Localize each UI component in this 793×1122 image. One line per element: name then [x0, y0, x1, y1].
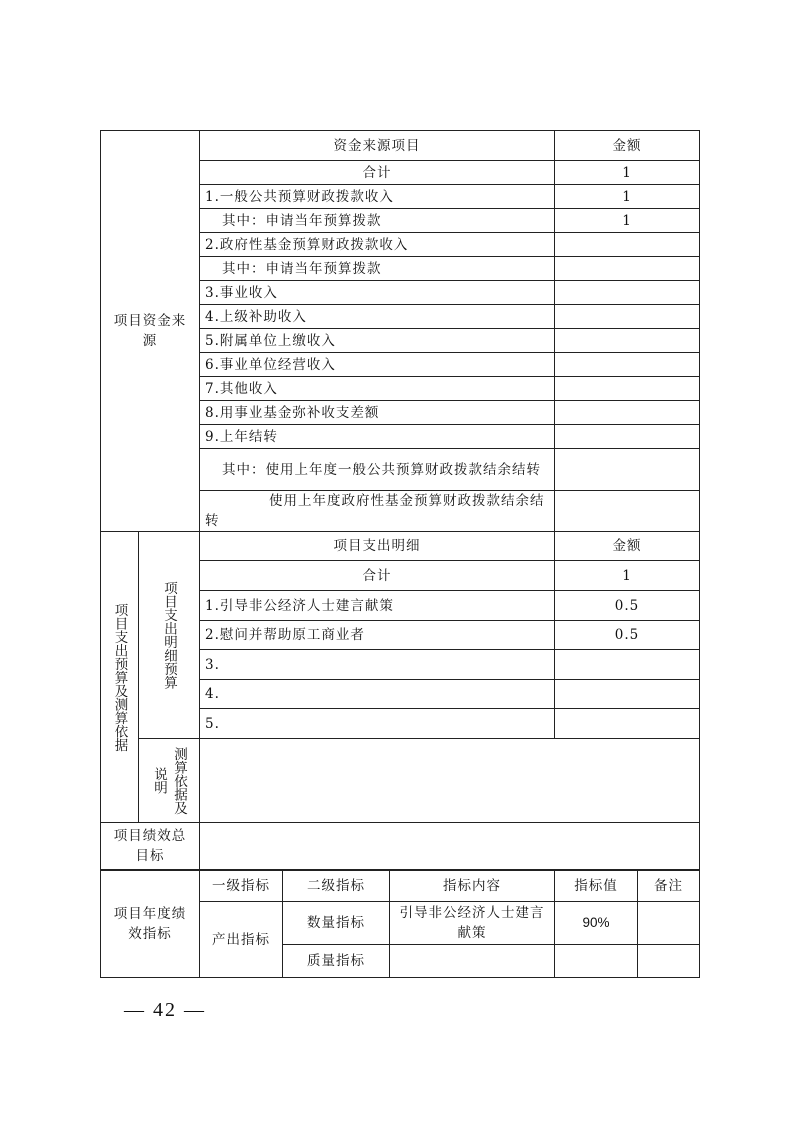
funding-row-label: 合计: [200, 161, 555, 185]
expenditure-detail-text: 项目支出明细预算: [161, 581, 177, 689]
indicators-label: 项目年度绩效指标: [101, 871, 200, 978]
expenditure-row-label: 2.慰问并帮助原工商业者: [200, 621, 555, 650]
funding-row-amount: [555, 491, 700, 532]
funding-row-label: 9.上年结转: [200, 425, 555, 449]
expenditure-table: [100, 531, 700, 823]
funding-row-amount: [555, 377, 700, 401]
expenditure-row-amount: [555, 709, 700, 739]
funding-row-amount: 1: [555, 161, 700, 185]
expenditure-row-label: 3.: [200, 650, 555, 680]
indicator-level2: 数量指标: [283, 902, 390, 945]
funding-row-amount: [555, 449, 700, 491]
indicator-header: 备注: [638, 871, 700, 902]
page-number: — 42 —: [124, 999, 206, 1021]
indicator-header: 指标值: [555, 871, 638, 902]
expenditure-section-text: 项目支出预算及测算依据: [111, 602, 128, 752]
expenditure-row-amount: [555, 650, 700, 680]
goal-table: [100, 822, 700, 870]
funding-row-amount: [555, 305, 700, 329]
expenditure-section-label: [101, 532, 139, 823]
indicators-table: [100, 870, 700, 978]
expenditure-row-label: 4.: [200, 680, 555, 709]
funding-row-label: 4.上级补助收入: [200, 305, 555, 329]
expenditure-row-amount: 0.5: [555, 591, 700, 621]
indicator-note: [638, 945, 700, 978]
expenditure-detail-label: [139, 532, 200, 739]
indicator-content: 引导非公经济人士建言献策: [390, 902, 555, 945]
expenditure-row-amount: 0.5: [555, 621, 700, 650]
indicator-header: 指标内容: [390, 871, 555, 902]
funding-row-amount: [555, 425, 700, 449]
indicator-level1: 产出指标: [200, 902, 283, 978]
basis-value: [200, 739, 700, 823]
expenditure-header-amount: 金额: [555, 532, 700, 561]
expenditure-row-label: 合计: [200, 561, 555, 591]
funding-row-label: 3.事业收入: [200, 281, 555, 305]
expenditure-row-label: 5.: [200, 709, 555, 739]
funding-row-amount: [555, 233, 700, 257]
expenditure-header-item: 项目支出明细: [200, 532, 555, 561]
funding-row-amount: [555, 281, 700, 305]
funding-row-label: 1.一般公共预算财政拨款收入: [200, 185, 555, 209]
indicator-content: [390, 945, 555, 978]
indicator-level2: 质量指标: [283, 945, 390, 978]
funding-row-amount: 1: [555, 185, 700, 209]
funding-row-label: 7.其他收入: [200, 377, 555, 401]
funding-row-label: 6.事业单位经营收入: [200, 353, 555, 377]
expenditure-row-label: 1.引导非公经济人士建言献策: [200, 591, 555, 621]
funding-table: [100, 130, 700, 532]
funding-header-item: 资金来源项目: [200, 131, 555, 161]
goal-label: 项目绩效总目标: [101, 823, 200, 870]
funding-row-label: 2.政府性基金预算财政拨款收入: [200, 233, 555, 257]
basis-label: [139, 739, 200, 823]
basis-label-text: 测算依据及说明: [151, 746, 187, 815]
indicator-header: 二级指标: [283, 871, 390, 902]
indicator-value: 90%: [555, 902, 638, 945]
funding-row-amount: [555, 401, 700, 425]
funding-row-label: 8.用事业基金弥补收支差额: [200, 401, 555, 425]
funding-row-amount: [555, 329, 700, 353]
funding-row-amount: [555, 353, 700, 377]
funding-row-label: 其中：申请当年预算拨款: [200, 257, 555, 281]
funding-header-amount: 金额: [555, 131, 700, 161]
expenditure-row-amount: [555, 680, 700, 709]
funding-row-label: 5.附属单位上缴收入: [200, 329, 555, 353]
expenditure-row-amount: 1: [555, 561, 700, 591]
funding-section-label: 项目资金来源: [101, 131, 200, 532]
indicator-note: [638, 902, 700, 945]
funding-row-label: 其中：使用上年度一般公共预算财政拨款结余结转: [200, 449, 555, 491]
goal-value: [200, 823, 700, 870]
indicator-header: 一级指标: [200, 871, 283, 902]
funding-row-label: 其中：申请当年预算拨款: [200, 209, 555, 233]
funding-row-amount: [555, 257, 700, 281]
funding-row-label: 使用上年度政府性基金预算财政拨款结余结转: [200, 491, 555, 532]
funding-row-amount: 1: [555, 209, 700, 233]
indicator-value: [555, 945, 638, 978]
